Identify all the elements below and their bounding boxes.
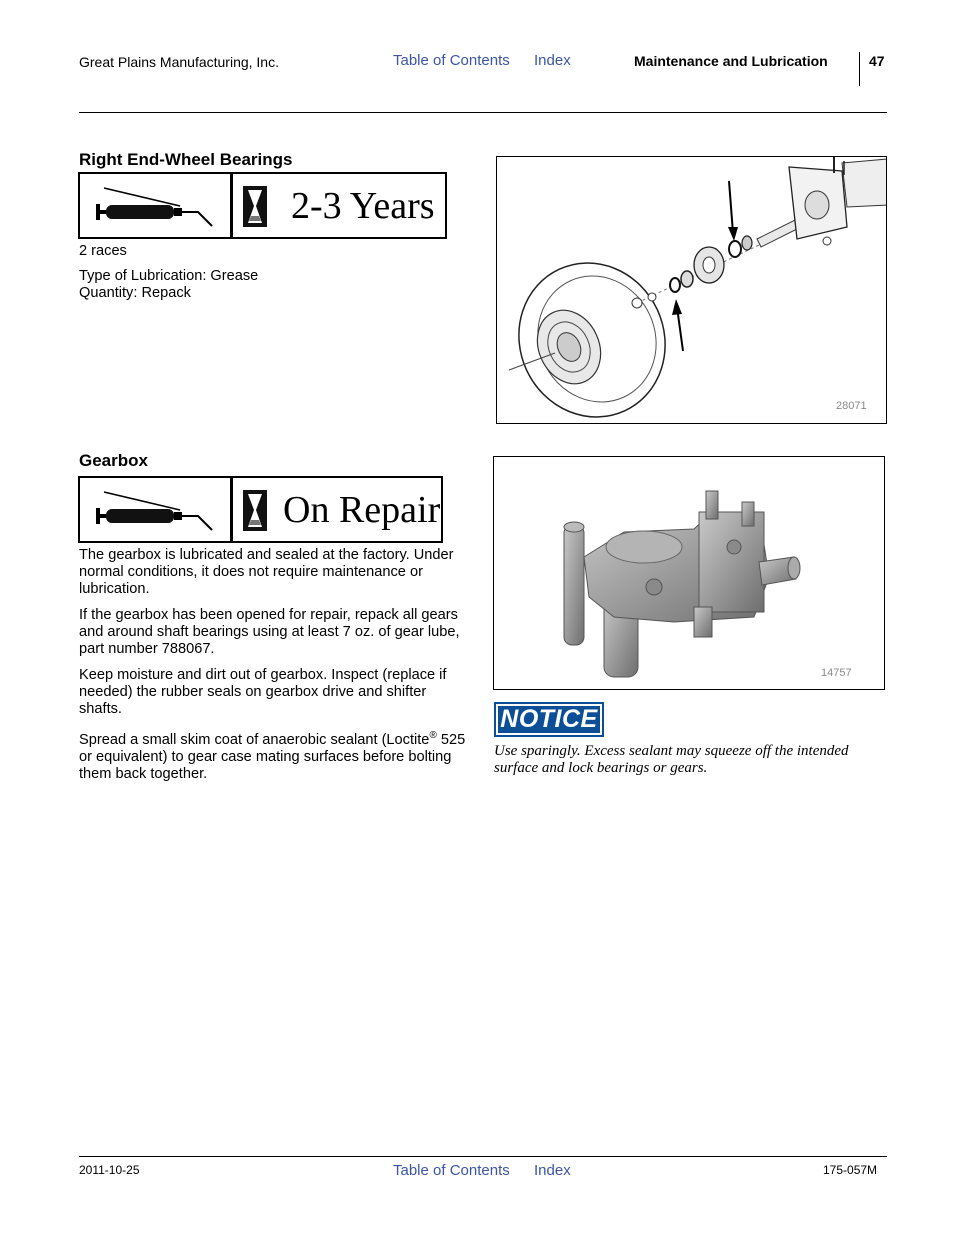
header-rule xyxy=(79,112,887,113)
footer-doc-number: 175-057M xyxy=(823,1163,878,1177)
sealant-text-b: 525 or equivalent) to gear case mating surfaces before bolting them back together. xyxy=(79,731,466,782)
hourglass-icon xyxy=(243,186,267,227)
figure-number-14757: 14757 xyxy=(821,667,852,679)
header-toc-link[interactable]: Table of Contents xyxy=(393,52,510,69)
interval-text-gearbox: On Repair xyxy=(283,489,441,531)
notice-text: Use sparingly. Excess sealant may squeeze off the intended surface and lock bearings or gears. xyxy=(494,743,849,776)
lube-quantity: Quantity: Repack xyxy=(79,285,191,301)
gearbox-paragraph-4 xyxy=(79,727,471,783)
lube-icon-box xyxy=(78,172,232,239)
interval-box-wheel xyxy=(231,172,447,239)
grease-gun-icon xyxy=(80,174,230,237)
interval-text-wheel: 2-3 Years xyxy=(291,185,435,227)
section-name: Maintenance and Lubrication xyxy=(634,53,828,69)
figure-number-28071: 28071 xyxy=(836,400,867,412)
grease-gun-icon xyxy=(80,478,230,541)
company-name: Great Plains Manufacturing, Inc. xyxy=(79,54,279,70)
hourglass-icon xyxy=(243,490,267,531)
section-title-wheel-bearings: Right End-Wheel Bearings xyxy=(79,150,293,169)
footer-toc-link[interactable]: Table of Contents xyxy=(393,1162,510,1179)
interval-box-gearbox xyxy=(231,476,443,543)
gearbox-paragraph-2: If the gearbox has been opened for repair, repack all gears and around shaft bearings using at least 7 oz. of gear lube, part number 788067. xyxy=(79,607,460,657)
sealant-text-a: Spread a small skim coat of anaerobic sealant (Loctite xyxy=(79,731,430,748)
wheel-bearing-figure xyxy=(496,156,887,424)
section-title-gearbox: Gearbox xyxy=(79,451,148,470)
page-number: 47 xyxy=(869,53,885,69)
footer-date: 2011-10-25 xyxy=(79,1163,140,1177)
header-divider xyxy=(859,52,860,86)
wheel-hub-illustration xyxy=(497,157,887,424)
footer-rule xyxy=(79,1156,887,1157)
gearbox-figure xyxy=(493,456,885,690)
lube-points: 2 races xyxy=(79,243,127,259)
gearbox-paragraph-1: The gearbox is lubricated and sealed at the factory. Under normal conditions, it does not require maintenance or lubrication. xyxy=(79,547,454,597)
registered-mark: ® xyxy=(429,730,437,741)
header-index-link[interactable]: Index xyxy=(534,52,571,69)
notice-badge: NOTICE xyxy=(494,702,604,737)
gearbox-paragraph-3: Keep moisture and dirt out of gearbox. Inspect (replace if needed) the rubber seals on gearbox drive and shifter shafts. xyxy=(79,667,447,717)
footer-index-link[interactable]: Index xyxy=(534,1162,571,1179)
lube-type: Type of Lubrication: Grease xyxy=(79,268,259,284)
gearbox-lube-icon-box xyxy=(78,476,232,543)
gearbox-photo xyxy=(494,457,885,690)
gearbox-text xyxy=(79,547,471,792)
